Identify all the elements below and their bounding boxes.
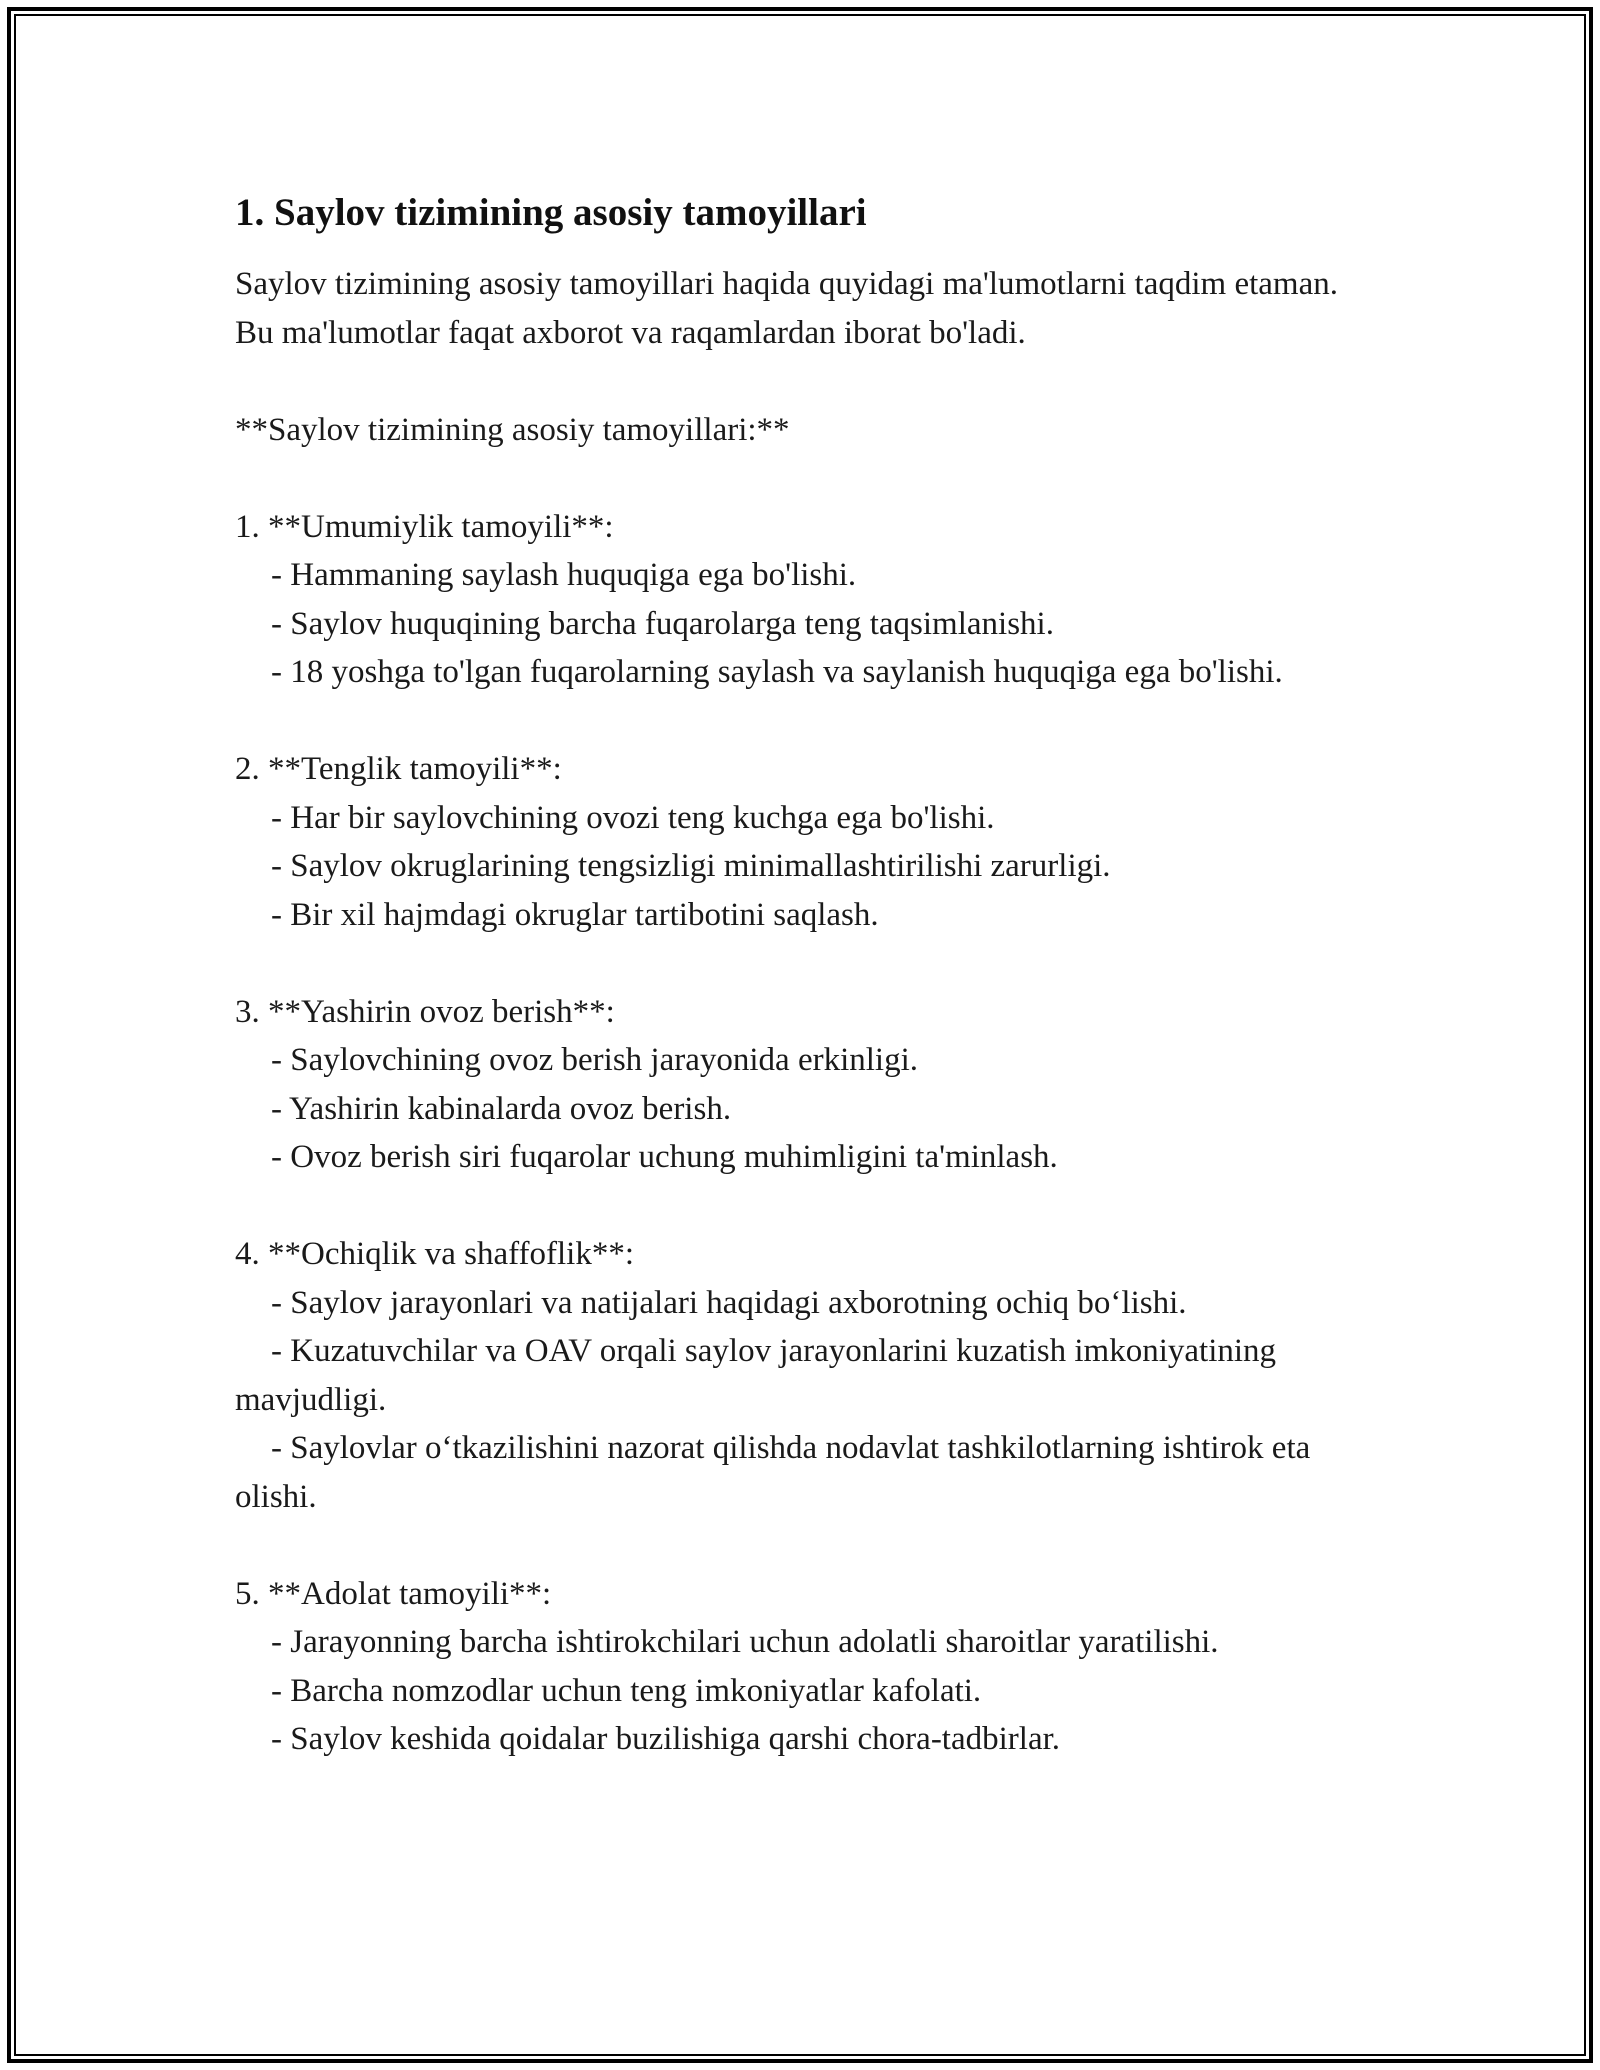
section-heading: 5. **Adolat tamoyili**:	[235, 1575, 552, 1612]
list-item: - Hammaning saylash huquqiga ega bo'lishi.	[271, 557, 857, 593]
list-item: - Yashirin kabinalarda ovoz berish.	[271, 1090, 732, 1127]
section-heading: 2. **Tenglik tamoyili**:	[235, 751, 562, 787]
list-item: - Bir xil hajmdagi okruglar tartibotini saqlash.	[271, 896, 879, 933]
section-secret-ballot	[235, 988, 1375, 1182]
list-item: - Saylov keshida qoidalar buzilishiga qarshi chora-tadbirlar.	[271, 1721, 1061, 1757]
section-list	[235, 551, 1375, 697]
list-item: - Ovoz berish siri fuqarolar uchung muhimligini ta'minlash.	[271, 1139, 1058, 1175]
list-item: - Kuzatuvchilar va OAV orqali saylov jarayonlarini kuzatish imkoniyatining mavjudligi.	[235, 1333, 1277, 1418]
section-list	[235, 794, 1375, 940]
list-item: - Jarayonning barcha ishtirokchilari uchun adolatli sharoitlar yaratilishi.	[271, 1624, 1219, 1660]
list-item: - Saylovlar o‘tkazilishini nazorat qilishda nodavlat tashkilotlarning ishtirok eta olishi.	[235, 1430, 1311, 1515]
section-heading: 4. **Ochiqlik va shaffoflik**:	[235, 1236, 634, 1272]
list-item: - Saylov huquqining barcha fuqarolarga teng taqsimlanishi.	[271, 605, 1054, 642]
list-item: - Saylov okruglarining tengsizligi minimallashtirilishi zarurligi.	[271, 848, 1111, 884]
subheading: **Saylov tizimining asosiy tamoyillari:**	[235, 411, 790, 448]
list-item: - Har bir saylovchining ovozi teng kuchga ega bo'lishi.	[271, 799, 995, 836]
section-list	[235, 1618, 1375, 1764]
document-title: 1. Saylov tizimining asosiy tamoyillari	[235, 191, 867, 234]
list-item: - Saylovchining ovoz berish jarayonida erkinligi.	[271, 1042, 919, 1078]
section-list	[235, 1279, 1375, 1522]
section-universality	[235, 503, 1375, 697]
section-fairness	[235, 1570, 1375, 1764]
section-heading: 3. **Yashirin ovoz berish**:	[235, 993, 615, 1030]
list-item: - Saylov jarayonlari va natijalari haqidagi axborotning ochiq bo‘lishi.	[271, 1284, 1187, 1321]
intro-paragraph: Saylov tizimining asosiy tamoyillari haqida quyidagi ma'lumotlarni taqdim etaman. Bu ma'lumotlar faqat axborot va raqamlardan iborat bo'ladi.	[235, 266, 1338, 351]
list-item: - Barcha nomzodlar uchun teng imkoniyatlar kafolati.	[271, 1672, 982, 1709]
section-equality	[235, 745, 1375, 939]
section-list	[235, 1036, 1375, 1182]
section-heading: 1. **Umumiylik tamoyili**:	[235, 508, 614, 545]
list-item: - 18 yoshga to'lgan fuqarolarning saylash va saylanish huquqiga ega bo'lishi.	[271, 654, 1283, 690]
section-transparency	[235, 1230, 1375, 1521]
document-text	[235, 260, 1375, 1764]
document-body	[235, 186, 1375, 1812]
